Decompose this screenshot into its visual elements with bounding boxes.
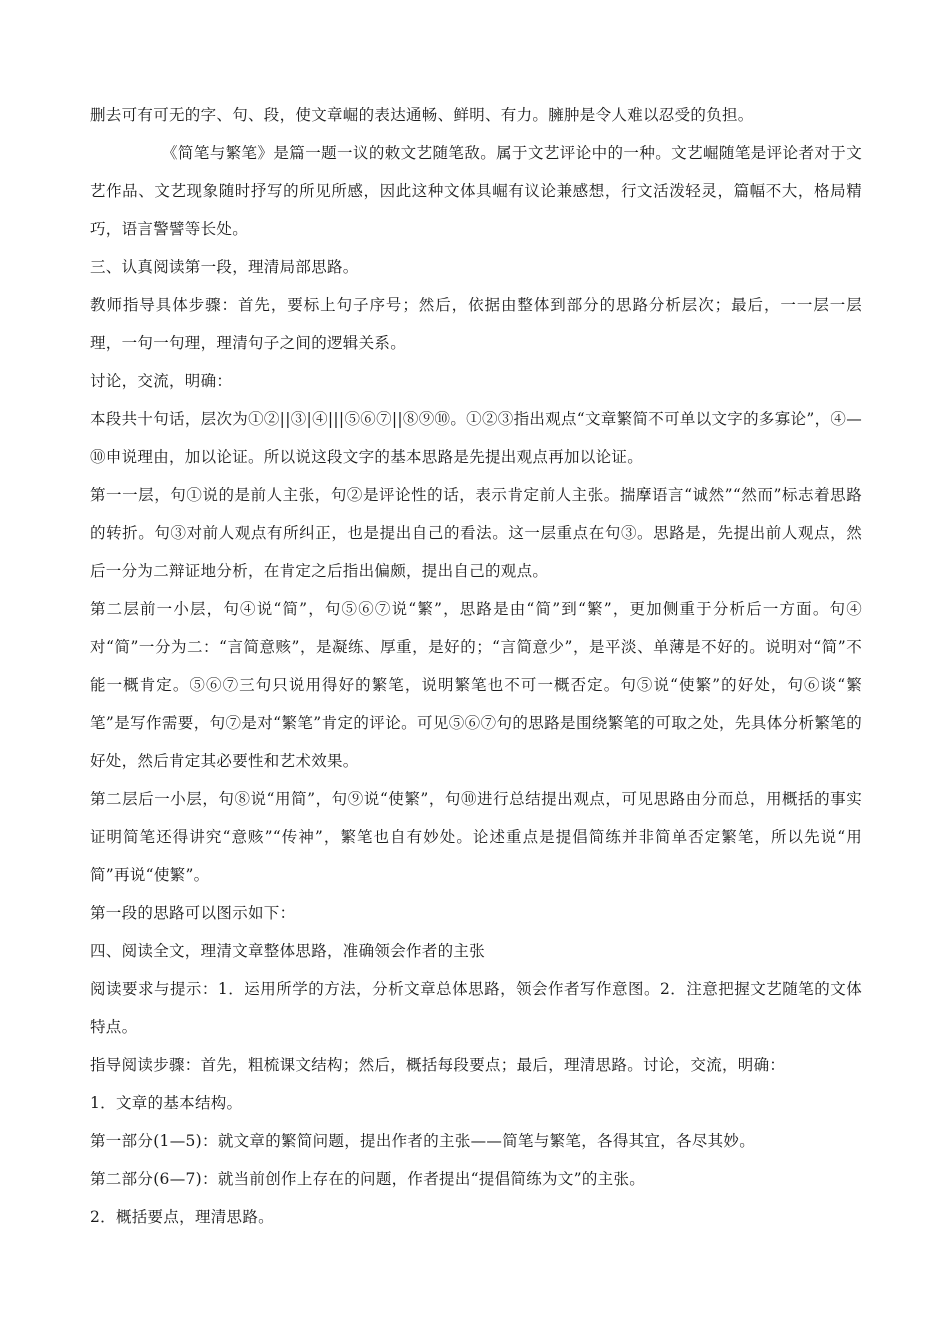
paragraph-13: 指导阅读步骤：首先，粗梳课文结构；然后，概括每段要点；最后，理清思路。讨论，交流，明确： (90, 1056, 786, 1074)
section-heading-3: 三、认真阅读第一段，理清局部思路。 (90, 258, 359, 276)
paragraph-16: 第二部分(6—7)：就当前创作上存在的问题，作者提出“提倡简练为文”的主张。 (90, 1170, 646, 1188)
paragraph-4: 教师指导具体步骤：首先，要标上句子序号；然后，依据由整体到部分的思路分析层次；最后，一一层一层理，一句一句理，理清句子之间的逻辑关系。 (90, 296, 862, 352)
paragraph-10: 第一段的思路可以图示如下： (90, 904, 296, 922)
paragraph-14: 1．文章的基本结构。 (90, 1094, 243, 1112)
paragraph-12: 阅读要求与提示：1．运用所学的方法，分析文章总体思路，领会作者写作意图。2．注意把握文艺随笔的文体特点。 (90, 980, 862, 1036)
paragraph-8: 第二层前一小层，句④说“简”，句⑤⑥⑦说“繁”，思路是由“简”到“繁”，更加侧重于分析后一方面。句④对“简”一分为二：“言简意赅”，是凝练、厚重，是好的；“言简意少”，是平淡、单薄是不好的。说明对“简”不能一概肯定。⑤⑥⑦三句只说用得好的繁笔，说明繁笔也不可一概否定。句⑤说“使繁”的好处，句⑥谈“繁笔”是写作需要，句⑦是对“繁笔”肯定的评论。可见⑤⑥⑦句的思路是围绕繁笔的可取之处，先具体分析繁笔的好处，然后肯定其必要性和艺术效果。 (90, 600, 862, 770)
section-heading-4: 四、阅读全文，理清文章整体思路，准确领会作者的主张 (90, 942, 486, 960)
paragraph-6: 本段共十句话，层次为①②||③|④|||⑤⑥⑦||⑧⑨⑩。①②③指出观点“文章繁简不可单以文字的多寡论”，④—⑩申说理由，加以论证。所以说这段文字的基本思路是先提出观点再加以论证。 (90, 410, 862, 466)
paragraph-5: 讨论，交流，明确： (90, 372, 233, 390)
paragraph-15: 第一部分(1—5)：就文章的繁简问题，提出作者的主张——简笔与繁笔，各得其宜，各尽其妙。 (90, 1132, 756, 1150)
paragraph-1: 删去可有可无的字、句、段，使文章崛的表达通畅、鲜明、有力。臃肿是令人难以忍受的负担。 (90, 106, 754, 124)
paragraph-9: 第二层后一小层，句⑧说“用简”，句⑨说“使繁”，句⑩进行总结提出观点，可见思路由分而总，用概括的事实证明简笔还得讲究“意赅”“传神”，繁笔也自有妙处。论述重点是提倡简练并非简单否定繁笔，所以先说“用简”再说“使繁”。 (90, 790, 862, 884)
document-page (90, 96, 862, 1236)
paragraph-7: 第一一层，句①说的是前人主张，句②是评论性的话，表示肯定前人主张。揣摩语言“诚然”“然而”标志着思路的转折。句③对前人观点有所纠正，也是提出自己的看法。这一层重点在句③。思路是，先提出前人观点，然后一分为二辩证地分析，在肯定之后指出偏颇，提出自己的观点。 (90, 486, 862, 580)
paragraph-2: 《简笔与繁笔》是篇一题一议的敕文艺随笔敌。属于文艺评论中的一种。文艺崛随笔是评论者对于文艺作品、文艺现象随时抒写的所见所感，因此这种文体具崛有议论兼感想，行文活泼轻灵，篇幅不大，格局精巧，语言警譬等长处。 (90, 144, 862, 238)
paragraph-17: 2．概括要点，理清思路。 (90, 1208, 274, 1226)
